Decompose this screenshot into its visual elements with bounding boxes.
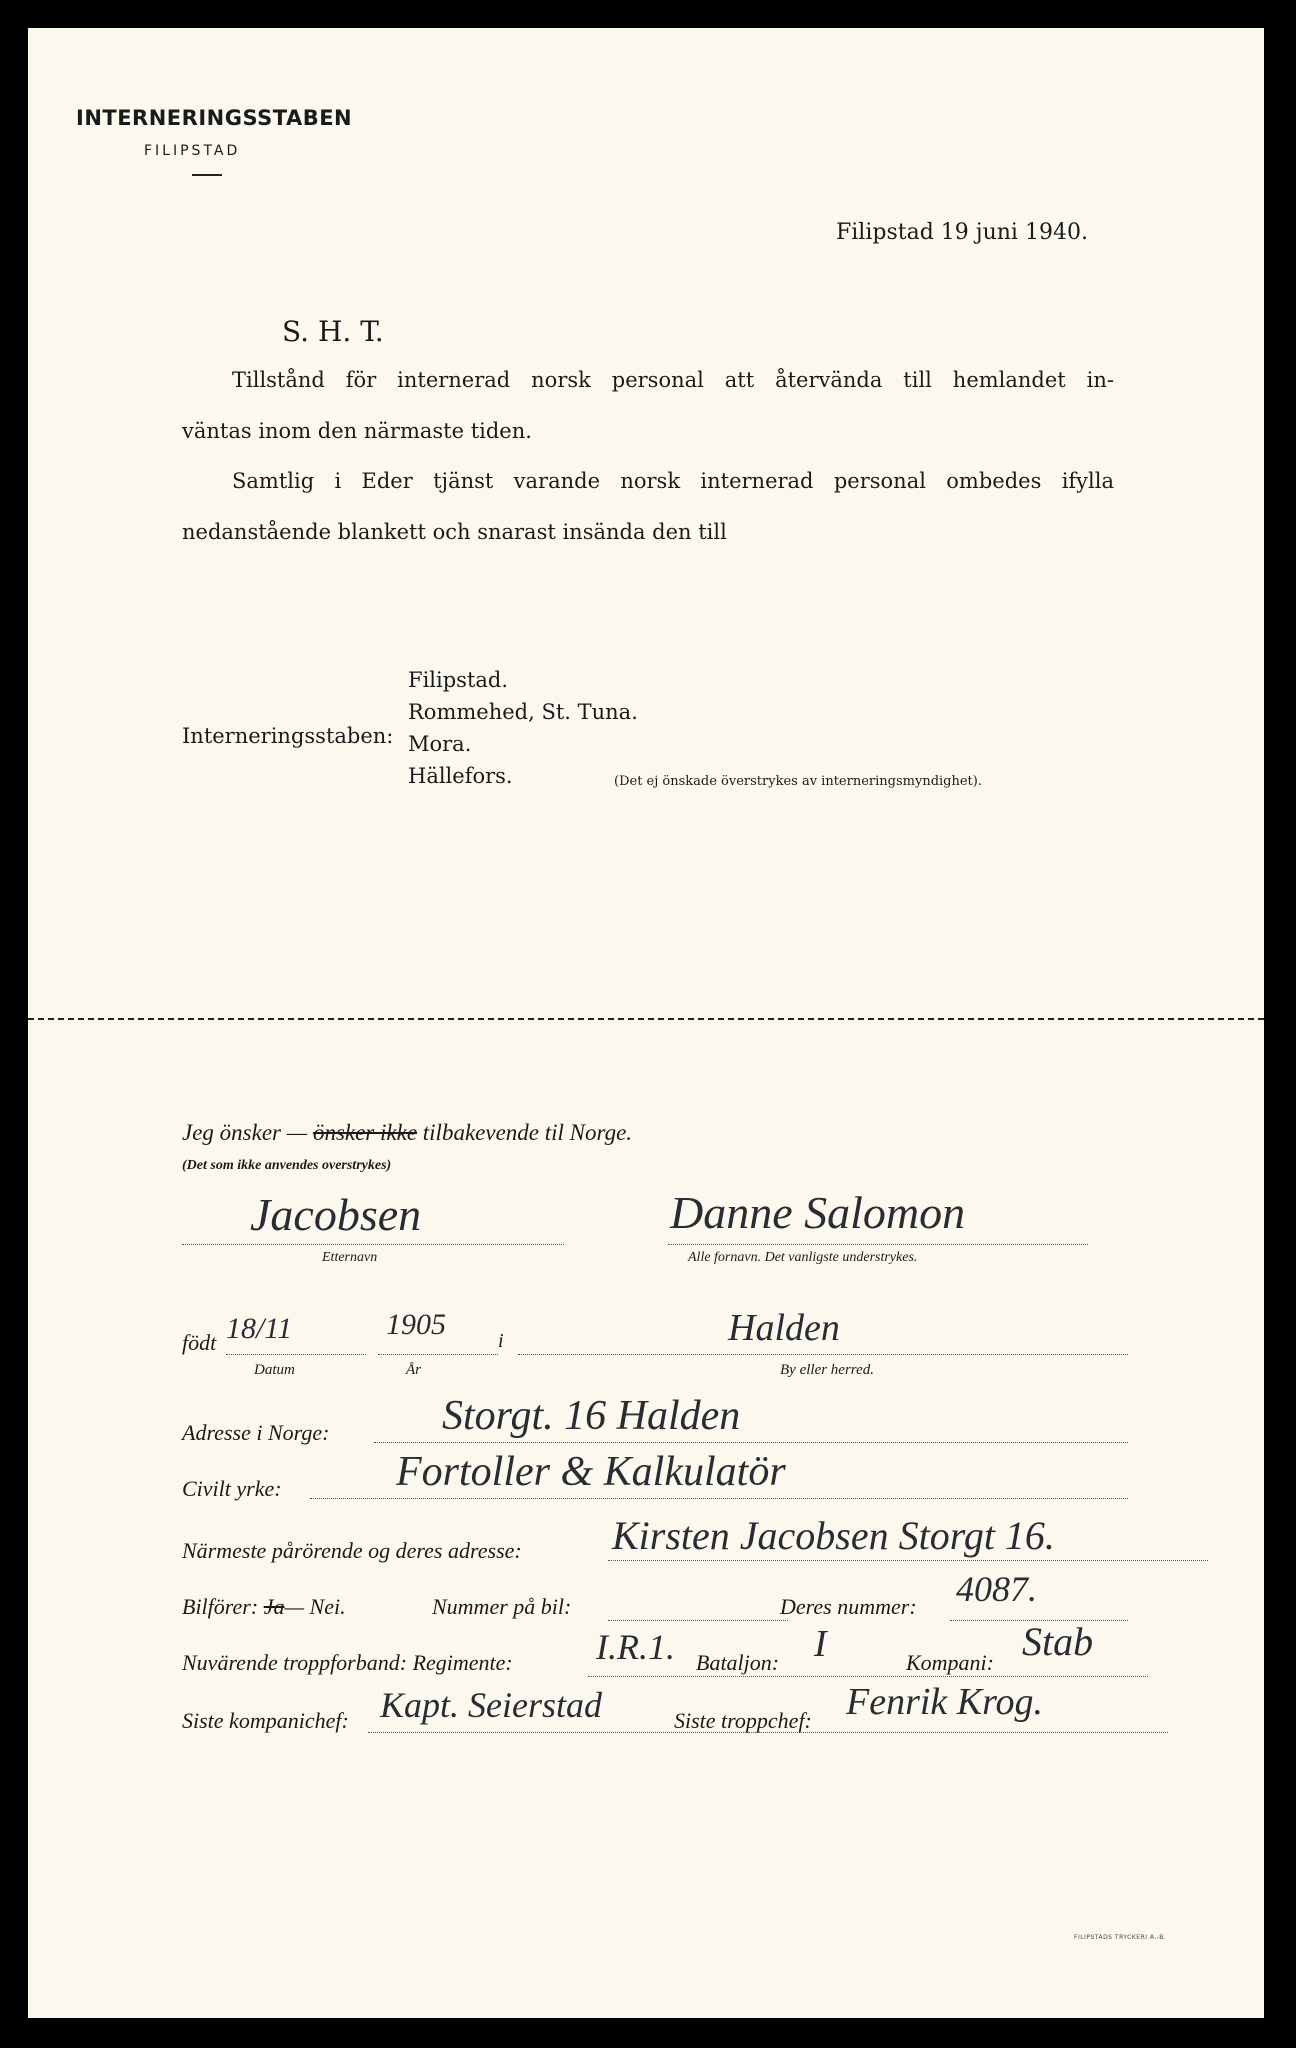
kin-label: Närmeste pårörende og deres adresse: bbox=[182, 1538, 522, 1563]
address-label: Adresse i Norge: bbox=[182, 1420, 330, 1445]
driver-field bbox=[182, 1594, 346, 1620]
last-troop-chief-value: Fenrik Krog. bbox=[846, 1681, 1044, 1723]
born-date-line bbox=[226, 1354, 366, 1355]
kin-line bbox=[608, 1560, 1208, 1561]
car-number-label: Nummer på bil: bbox=[432, 1594, 572, 1619]
driver-label: Bilförer: bbox=[182, 1594, 259, 1619]
occupation-line bbox=[310, 1498, 1128, 1499]
car-number-line bbox=[608, 1620, 788, 1621]
occupation-label: Civilt yrke: bbox=[182, 1476, 282, 1501]
staff-location-4: Hällefors. bbox=[408, 764, 513, 788]
born-place-label: By eller herred. bbox=[780, 1362, 874, 1378]
last-company-chief-label: Siste kompanichef: bbox=[182, 1708, 349, 1733]
born-year-label: År bbox=[406, 1362, 421, 1378]
address-line bbox=[374, 1442, 1128, 1443]
unit-line bbox=[588, 1676, 1148, 1677]
born-in-label: i bbox=[498, 1330, 504, 1352]
born-year-line bbox=[378, 1354, 498, 1355]
born-date-label: Datum bbox=[254, 1362, 295, 1378]
last-company-chief-value: Kapt. Seierstad bbox=[380, 1685, 602, 1725]
printer-mark: FILIPSTADS TRYCKERI A.-B. bbox=[1074, 1934, 1167, 1941]
your-number-label: Deres nummer: bbox=[780, 1594, 917, 1619]
last-troop-chief-label: Siste troppchef: bbox=[674, 1708, 812, 1733]
wish-suffix: tilbakevende til Norge. bbox=[422, 1120, 633, 1145]
body-line-2: väntas inom den närmaste tiden. bbox=[182, 419, 532, 443]
kin-value: Kirsten Jacobsen Storgt 16. bbox=[612, 1513, 1055, 1558]
wish-note: (Det som ikke anvendes overstrykes) bbox=[182, 1158, 392, 1173]
cut-line bbox=[28, 1018, 1264, 1020]
born-date-value: 18/11 bbox=[226, 1312, 293, 1345]
surname-label: Etternavn bbox=[322, 1250, 378, 1265]
body-line-3: Samtlig i Eder tjänst varande norsk internerad personal ombedes ifylla bbox=[232, 469, 1114, 493]
letter-date: Filipstad 19 juni 1940. bbox=[836, 220, 1088, 245]
company-value: Stab bbox=[1022, 1619, 1094, 1664]
document-page bbox=[28, 28, 1264, 2018]
your-number-value: 4087. bbox=[956, 1569, 1037, 1609]
driver-no-option: — Nei. bbox=[284, 1594, 346, 1619]
staff-note: (Det ej önskade överstrykes av interneringsmyndighet). bbox=[614, 774, 982, 789]
battalion-value: I bbox=[814, 1623, 827, 1665]
org-heading: INTERNERINGSSTABEN bbox=[76, 106, 353, 130]
surname-line bbox=[182, 1244, 564, 1245]
surname-value: Jacobsen bbox=[250, 1189, 422, 1240]
address-value: Storgt. 16 Halden bbox=[442, 1393, 741, 1439]
firstnames-label: Alle fornavn. Det vanligste understrykes. bbox=[688, 1250, 918, 1265]
heading-rule bbox=[192, 174, 222, 176]
salutation: S. H. T. bbox=[282, 315, 384, 348]
wish-struck-option: önsker ikke bbox=[312, 1120, 418, 1145]
firstnames-line bbox=[668, 1244, 1088, 1245]
staff-location-2: Rommehed, St. Tuna. bbox=[408, 700, 638, 724]
born-year-value: 1905 bbox=[386, 1308, 446, 1341]
body-line-4: nedanstående blankett och snarast insända den till bbox=[182, 520, 727, 544]
company-label: Kompani: bbox=[906, 1650, 994, 1675]
last-chiefs-line bbox=[368, 1732, 1168, 1733]
staff-location-3: Mora. bbox=[408, 732, 472, 756]
staff-label: Interneringsstaben: bbox=[182, 724, 394, 748]
regiment-value: I.R.1. bbox=[596, 1627, 675, 1667]
born-place-line bbox=[518, 1354, 1128, 1355]
born-label: födt bbox=[182, 1330, 217, 1355]
wish-prefix: Jeg önsker — bbox=[182, 1120, 308, 1145]
occupation-value: Fortoller & Kalkulatör bbox=[396, 1449, 786, 1495]
staff-location-1: Filipstad. bbox=[408, 668, 509, 692]
driver-yes-option: Ja bbox=[263, 1594, 285, 1619]
unit-label: Nuvärende troppforband: Regimente: bbox=[182, 1650, 513, 1675]
born-place-value: Halden bbox=[728, 1307, 840, 1349]
firstnames-value: Danne Salomon bbox=[670, 1187, 966, 1238]
body-line-1: Tillstånd för internerad norsk personal att återvända till hemlandet in- bbox=[232, 368, 1114, 392]
battalion-label: Bataljon: bbox=[696, 1650, 780, 1675]
wish-line bbox=[182, 1120, 632, 1146]
org-city: FILIPSTAD bbox=[144, 143, 241, 159]
